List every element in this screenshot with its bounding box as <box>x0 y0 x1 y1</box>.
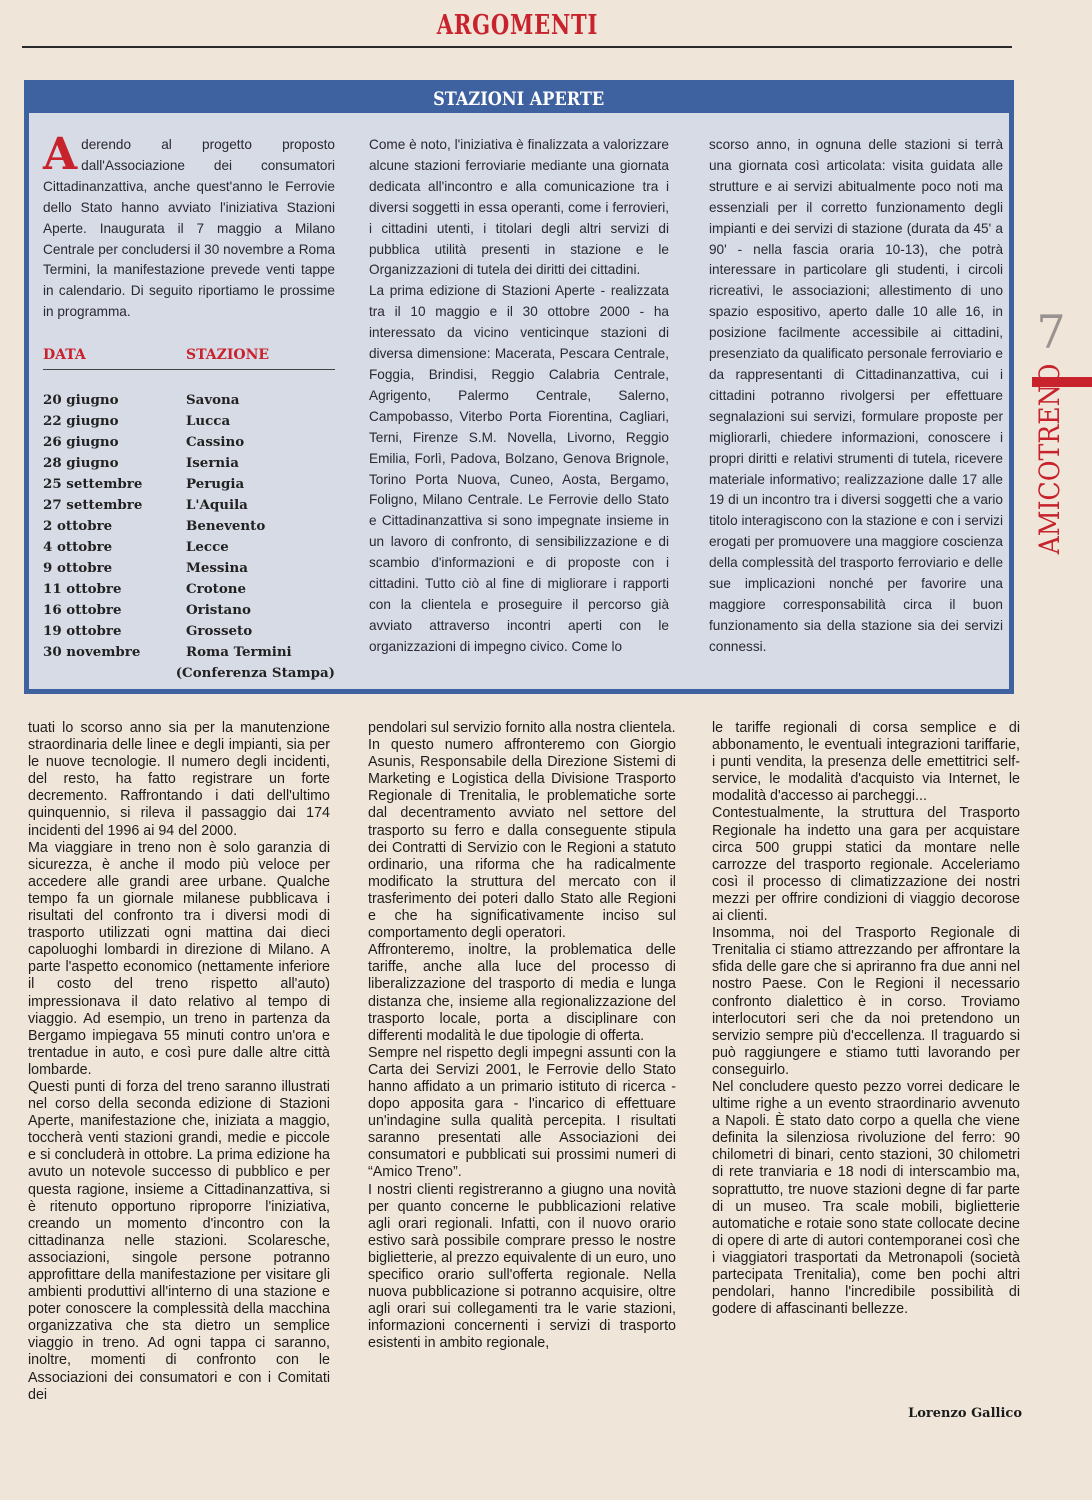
section-title: ARGOMENTI <box>436 10 598 41</box>
magazine-name-vertical <box>1033 363 1066 565</box>
article-paragraph: Nel concludere questo pezzo vorrei dedicare le ultime righe a un evento straordinario avvenuto a Napoli. È stato dato corpo a quella che viene definita la silenziosa rivoluzione del ferro: 90 chilometri di binari, cento stazioni, 30 chilometri di rete tranviaria e 18 nodi di interscambio ma, soprattutto, tre nuove stazioni degne di far parte di un museo. Tra scale mobili, biglietterie automatiche e rotaie sono state collocate decine di opere di arte di autori contemporanei così che i viaggiatori trasportati da Metronapoli (società partecipata Trenitalia), come ben pochi altri pendolari, hanno l'incredibile possibilità di godere di affascinanti bellezze. <box>712 1078 1020 1318</box>
schedule-station: Crotone <box>186 581 247 597</box>
article-column-1 <box>28 720 330 1404</box>
schedule-row <box>43 600 335 621</box>
schedule-row <box>43 495 335 516</box>
schedule-date: 26 giugno <box>43 434 119 450</box>
schedule-row <box>43 579 335 600</box>
schedule-station: (Conferenza Stampa) <box>175 665 335 681</box>
schedule-station: Perugia <box>186 476 245 492</box>
schedule-row <box>43 663 335 684</box>
schedule-rows <box>43 390 335 684</box>
article-paragraph: Affronteremo, inoltre, la problematica delle tariffe, anche alla luce del processo di liberalizzazione del trasporto di media e lunga distanza che, insieme alla regionalizzazione del trasporto locale, porta a disciplinare con differenti modalità le due tipologie di offerta. <box>368 942 676 1044</box>
schedule-date: 2 ottobre <box>43 518 113 534</box>
schedule-date: 19 ottobre <box>43 623 122 639</box>
article-paragraph: Questi punti di forza del treno saranno illustrati nel corso della seconda edizione di Stazioni Aperte, manifestazione che, iniziata a maggio, toccherà venti stazioni grandi, medie e piccole e si concluderà in ottobre. La prima edizione ha avuto un notevole successo di pubblico e per questa ragione, insieme a Cittadinanzattiva, si è ritenuto opportuno riproporre l'iniziativa, creando un momento d'incontro con la cittadinanza nelle stazioni. Scolaresche, associazioni, singole persone potranno approfittare della manifestazione per visitare gli ambienti produttivi all'interno di una stazione e poter conoscere la complessità della macchina organizzativa che sta dietro un semplice viaggio in treno. Ad ogni tappa ci saranno, inoltre, momenti di confronto con le Associazioni dei consumatori e con i Comitati dei <box>28 1078 330 1403</box>
schedule-date: 30 novembre <box>43 644 141 660</box>
schedule-header-station: STAZIONE <box>186 347 270 363</box>
box-column-3 <box>709 135 1003 658</box>
box-intro <box>43 129 335 323</box>
schedule-row <box>43 411 335 432</box>
schedule-row <box>43 453 335 474</box>
schedule-row <box>43 621 335 642</box>
article-paragraph: Sempre nel rispetto degli impegni assunti con la Carta dei Servizi 2001, le Ferrovie dello Stato hanno affidato a un primario istituto di ricerca - dopo apposita gara - l'incarico di effettuare un'indagine sulla qualità percepita. I risultati saranno presentati alle Associazioni dei consumatori e pubblicati sui prossimi numeri di “Amico Treno”. <box>368 1044 676 1181</box>
box-intro-text: derendo al progetto proposto dall'Associazione dei consumatori Cittadinanzattiva, anche quest'anno le Ferrovie dello Stato hanno avviato l'iniziativa Stazioni Aperte. Inaugurata il 7 maggio a Milano Centrale per concludersi il 30 novembre a Roma Termini, la manifestazione prevede venti tappe in calendario. Di seguito riportiamo le prossime in programma. <box>43 137 335 320</box>
box-title: STAZIONI APERTE <box>433 88 605 110</box>
schedule-row <box>43 432 335 453</box>
box-col2-para: La prima edizione di Stazioni Aperte - realizzata tra il 10 maggio e il 30 ottobre 2000 - ha interessato da vicino venticinque stazioni di diversa dimensione: Macerata, Pescara Centrale, Foggia, Brindisi, Reggio Calabria Centrale, Agrigento, Palermo Centrale, Salerno, Campobasso, Viterbo Porta Fiorentina, Cagliari, Terni, Firenze S.M. Novella, Livorno, Reggio Emilia, Forlì, Padova, Bolzano, Genova Brignole, Torino Porta Nuova, Cuneo, Aosta, Bergamo, Foligno, Milano Centrale. Le Ferrovie dello Stato e Cittadinanzattiva si sono impegnate insieme in un lavoro di confronto, di sensibilizzazione e di scambio d'informazioni e di proposte con i cittadini. Tutto ciò al fine di migliorare i rapporti con la clientela e proseguire il percorso già avviato attraverso incontri aperti con le organizzazioni di impegno civico. Come lo <box>369 283 669 654</box>
schedule-date: 28 giugno <box>43 455 119 471</box>
schedule-date: 16 ottobre <box>43 602 122 618</box>
box-title-bar <box>29 85 1009 113</box>
schedule-station: Lecce <box>186 539 229 555</box>
schedule-station: Lucca <box>186 413 231 429</box>
magazine-name: AMICOTRENO <box>1033 363 1066 555</box>
box-column-2 <box>369 135 669 658</box>
schedule-row <box>43 390 335 411</box>
author-signature: Lorenzo Gallico <box>908 1406 1022 1421</box>
dropcap: A <box>43 129 78 180</box>
schedule-station: Grosseto <box>186 623 253 639</box>
schedule-header <box>43 347 335 370</box>
article-paragraph: I nostri clienti registreranno a giugno una novità per quanto concerne le pubblicazioni relative agli orari regionali. Infatti, con il nuovo orario estivo sarà possibile comprare presso le nostre biglietterie, al prezzo equivalente di un euro, uno specifico orario sull'offerta regionale. Nella nuova pubblicazione si potranno acquisire, oltre agli orari sui collegamenti tra le varie stazioni, informazioni concernenti i servizi di trasporto esistenti in ambito regionale, <box>368 1181 676 1352</box>
schedule-date: 25 settembre <box>43 476 143 492</box>
schedule-station: L'Aquila <box>186 497 248 513</box>
schedule-date: 11 ottobre <box>43 581 122 597</box>
article-paragraph: le tariffe regionali di corsa semplice e di abbonamento, le eventuali integrazioni tariffarie, i punti vendita, la presenza delle emettitrici self-service, le modalità d'acquisto via Internet, le modalità d'accesso ai parcheggi... <box>712 720 1020 805</box>
article-paragraph: Insomma, noi del Trasporto Regionale di Trenitalia ci stiamo attrezzando per affrontare la sfida delle gare che si apriranno fra due anni nel nostro Paese. Con le Regioni il necessario confronto dialettico è in corso. Troviamo interlocutori seri che da noi pretendono un servizio sempre più d'eccellenza. Il traguardo si può raggiungere e stiamo tutti lavorando per conseguirlo. <box>712 925 1020 1078</box>
article-paragraph: Ma viaggiare in treno non è solo garanzia di sicurezza, è anche il modo più veloce per accedere alle grandi aree urbane. Qualche tempo fa un giornale milanese pubblicava i risultati del confronto tra i diversi modi di trasporto utilizzati ogni mattina dai dieci capoluoghi lombardi in direzione di Milano. A parte l'aspetto economico (nettamente inferiore il costo del treno rispetto all'auto) impressionava il dato relativo al tempo di viaggio. Ad esempio, un treno in partenza da Bergamo impiegava 55 minuti contro un'ora e trentadue in auto, e così pure dalle altre città lombarde. <box>28 839 330 1078</box>
schedule-station: Oristano <box>186 602 251 618</box>
schedule-date <box>43 663 176 684</box>
article-paragraph: pendolari sul servizio fornito alla nostra clientela. <box>368 720 676 736</box>
article-paragraph: Contestualmente, la struttura del Trasporto Regionale ha indetto una gara per acquistare circa 500 gruppi statici da montare nelle carrozze del trasporto regionale. Acceleriamo così il processo di climatizzazione dei nostri mezzi per offrire condizioni di viaggio decorose ai clienti. <box>712 805 1020 925</box>
box-intro-column <box>43 129 335 323</box>
article-paragraph: In questo numero affronteremo con Giorgio Asunis, Responsabile della Direzione Sistemi di Marketing e Logistica della Divisione Trasporto Regionale di Trenitalia, le problematiche sorte dal decentramento avviato nel settore del trasporto su ferro e dalla conseguente stipula dei Contratti di Servizio con le Regioni a statuto ordinario, una riforma che ha radicalmente modificato la struttura del mercato con il trasferimento dei poteri dallo Stato alle Regioni e che ha significativamente inciso sul comportamento degli operatori. <box>368 737 676 942</box>
schedule-date: 9 ottobre <box>43 560 113 576</box>
schedule-station: Isernia <box>186 455 239 471</box>
article-paragraph: tuati lo scorso anno sia per la manutenzione straordinaria delle linee e degli impianti, sia per le nuove tecnologie. Il numero degli incidenti, del resto, ha fatto registrare un forte decremento. Raffrontando i dati dell'ultimo quinquennio, si rileva il passaggio dai 174 incidenti del 1996 ai 94 del 2000. <box>28 720 330 839</box>
schedule-station: Benevento <box>186 518 266 534</box>
schedule-date: 27 settembre <box>43 497 143 513</box>
schedule-row <box>43 558 335 579</box>
schedule-date: 4 ottobre <box>43 539 113 555</box>
schedule-station: Roma Termini <box>186 644 292 660</box>
article-column-3 <box>712 720 1020 1318</box>
schedule-row <box>43 537 335 558</box>
box-col2-para: Come è noto, l'iniziativa è finalizzata a valorizzare alcune stazioni ferroviarie mediante una giornata dedicata all'incontro e alla comunicazione tra i diversi soggetti in essa operanti, come i ferrovieri, i cittadini utenti, i titolari degli altri servizi di pubblica utilità presenti in stazione e le Organizzazioni di tutela dei diritti dei cittadini. <box>369 137 669 278</box>
article-column-2 <box>368 720 676 1352</box>
schedule-station: Messina <box>186 560 248 576</box>
schedule-header-date: DATA <box>43 347 86 363</box>
schedule-station: Savona <box>186 392 240 408</box>
schedule-date: 20 giugno <box>43 392 119 408</box>
schedule-row <box>43 474 335 495</box>
stazioni-aperte-box <box>24 80 1014 694</box>
schedule-table <box>43 347 335 684</box>
schedule-row <box>43 642 335 663</box>
schedule-date: 22 giugno <box>43 413 119 429</box>
box-col3-para: scorso anno, in ognuna delle stazioni si terrà una giornata così articolata: visita guidata alle strutture e ai servizi abitualmente poco noti ma essenziali per il corretto funzionamento degli impianti e dei servizi di stazione (durata da 45' a 90' - nella fascia oraria 10-13), che potrà interessare in particolare gli studenti, i circoli ricreativi, le associazioni; allestimento di uno spazio espositivo, aperto dalle 10 alle 16, in posizione facilmente accessibile ai cittadini, presenziato da qualificato personale ferroviario e da rappresentanti di Cittadinanzattiva, cui i cittadini potranno rivolgersi per effettuare segnalazioni sui servizi, formulare proposte per migliorarli, chiedere informazioni, conoscere i propri diritti e relativi strumenti di tutela, ricevere materiale informativo; realizzazione dalle 17 alle 19 di un incontro tra i diversi soggetti che a vario titolo interagiscono con la stazione e con i servizi erogati per promuovere una maggiore coscienza della complessità del trasporto ferroviario e delle sue implicazioni nonché per favorire una maggiore corresponsabilità circa il buon funzionamento sia della stazione sia dei servizi connessi. <box>709 137 1003 654</box>
page-number: 7 <box>1036 305 1066 359</box>
schedule-row <box>43 516 335 537</box>
schedule-station: Cassino <box>186 434 245 450</box>
section-header <box>22 6 1012 48</box>
